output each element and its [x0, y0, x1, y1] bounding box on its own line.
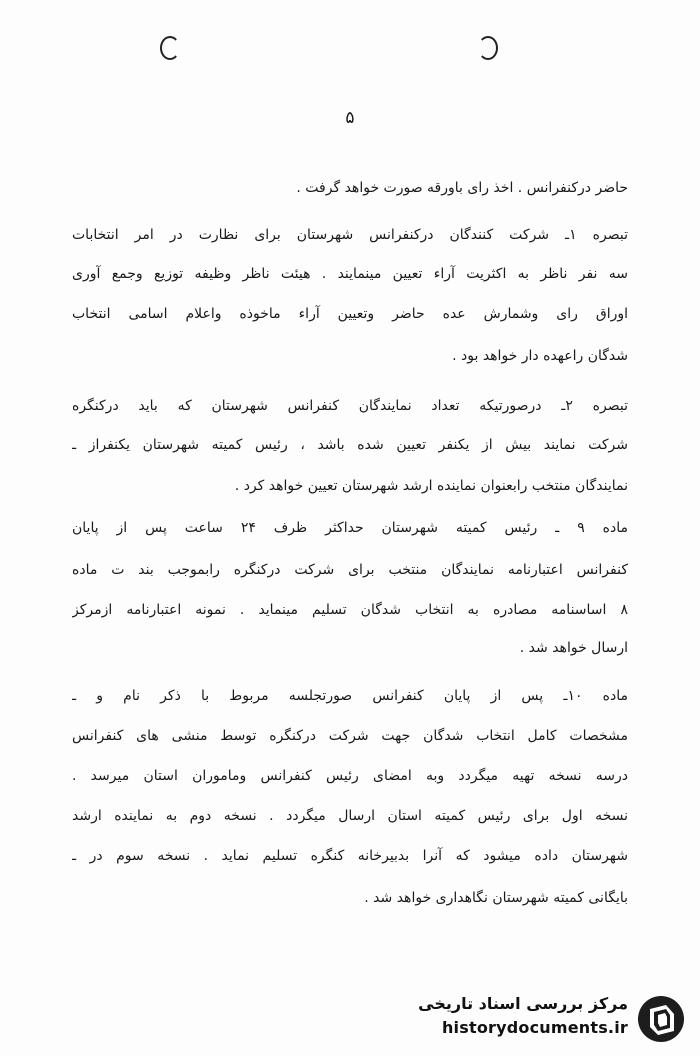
text-line: نمایندگان منتخب رابعنوان نماینده ارشد شهرستان تعیین خواهد کرد .: [234, 478, 628, 494]
text-line: تبصره ۲ـ درصورتیکه تعداد نمایندگان کنفرانس شهرستان که باید درکنگره: [72, 398, 628, 414]
punch-hole-mark-icon: [478, 36, 498, 60]
text-line: نسخه اول برای رئیس کمیته استان ارسال میگردد . نسخه دوم به نماینده ارشد: [72, 808, 628, 824]
text-line: ماده ۱۰ـ پس از پایان کنفرانس صورتجلسه مربوط با ذکر نام و ـ: [72, 688, 628, 704]
text-line: شهرستان داده میشود که آنرا بدبیرخانه کنگره تسلیم نماید . نسخه سوم در ـ: [72, 848, 628, 864]
watermark: [396, 992, 686, 1046]
text-line: کنفرانس اعتبارنامه نمایندگان منتخب برای شرکت درکنگره رابموجب بند ت ماده: [72, 562, 628, 578]
text-line: شرکت نمایند بیش از یکنفر تعیین شده باشد ، رئیس کمیته شهرستان یکنفراز ـ: [72, 437, 628, 453]
text-line: درسه نسخه تهیه میگردد وبه امضای رئیس کنفرانس وماموران استان میرسد .: [72, 768, 628, 784]
page-number: ۵: [345, 108, 355, 128]
history-documents-logo-icon: [636, 994, 686, 1044]
text-line: بایگانی کمیته شهرستان نگاهداری خواهد شد .: [364, 890, 628, 906]
watermark-title: مرکز بررسی اسناد تاریخی: [418, 994, 628, 1013]
text-line: سه نفر ناظر به اکثریت آراء تعیین مینمایند . هیئت ناظر وظیفه توزیع وجمع آوری: [72, 266, 628, 282]
text-line: تبصره ۱ـ شرکت کنندگان درکنفرانس شهرستان برای نظارت در امر انتخابات: [72, 227, 628, 243]
punch-hole-mark-icon: [160, 36, 180, 60]
text-line: مشخصات کامل انتخاب شدگان جهت شرکت درکنگره توسط منشی های کنفرانس: [72, 728, 628, 744]
text-line: حاضر درکنفرانس . اخذ رای باورقه صورت خواهد گرفت .: [296, 180, 628, 196]
text-line: شدگان راعهده دار خواهد بود .: [452, 348, 628, 364]
watermark-url[interactable]: historydocuments.ir: [441, 1018, 628, 1037]
text-line: ارسال خواهد شد .: [519, 640, 628, 656]
text-line: ۸ اساسنامه مصادره به انتخاب شدگان تسلیم مینماید . نمونه اعتبارنامه ازمرکز: [72, 602, 628, 618]
text-line: ماده ۹ ـ رئیس کمیته شهرستان حداکثر ظرف ۲۴ ساعت پس از پایان: [72, 520, 628, 536]
text-line: اوراق رای وشمارش عده حاضر وتعیین آراء ماخوذه واعلام اسامی انتخاب: [72, 306, 628, 322]
